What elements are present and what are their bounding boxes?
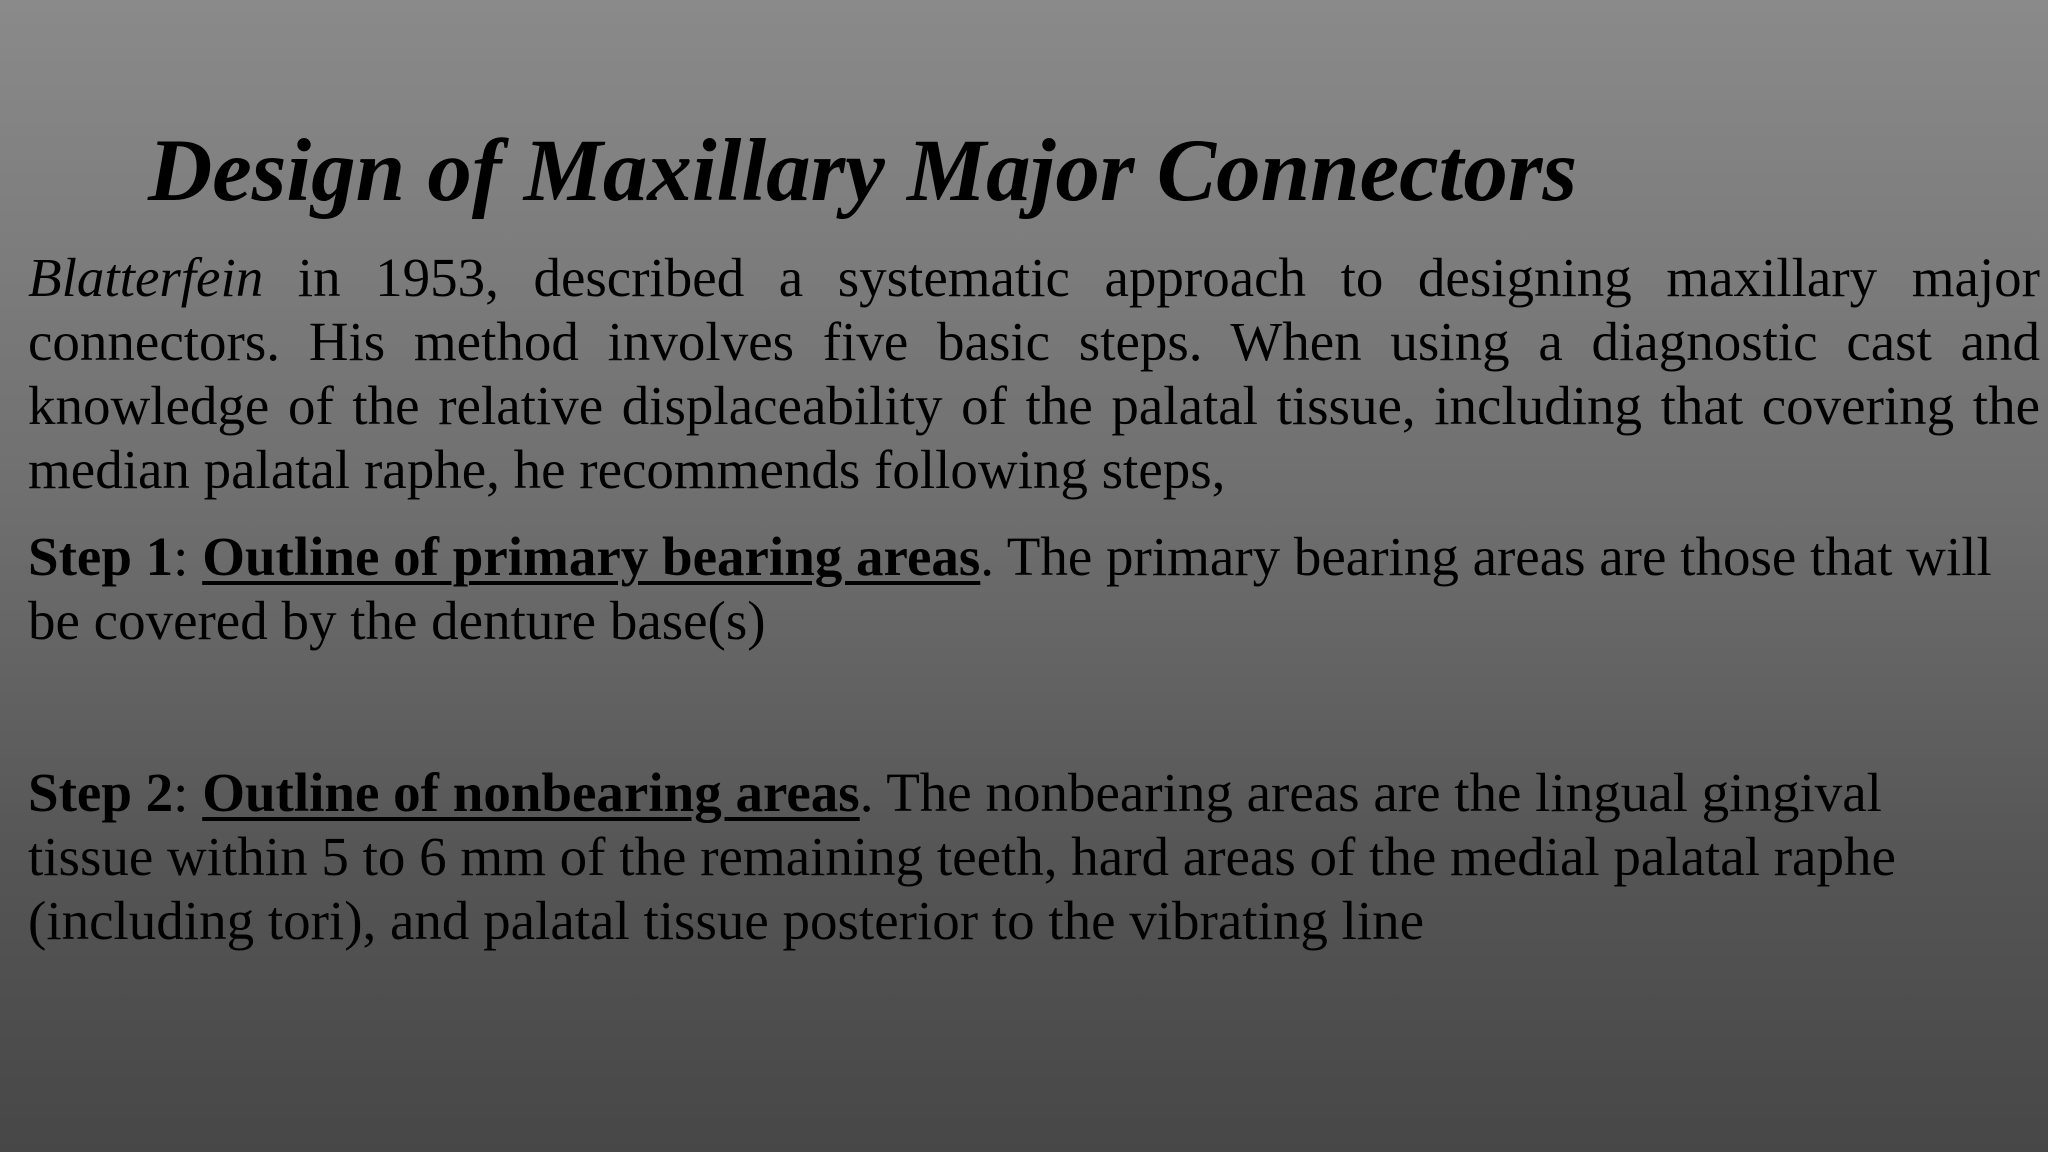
intro-paragraph: [28, 246, 2040, 502]
step-2-separator: :: [173, 762, 203, 823]
slide-title: Design of Maxillary Major Connectors: [148, 122, 1578, 220]
step-2-paragraph: [28, 761, 2018, 953]
step-2-label: Step 2: [28, 762, 174, 823]
step-1-separator: :: [173, 526, 203, 587]
step-2-text: . The nonbearing areas are the lingual gingival tissue within 5 to 6 mm of the remaining teeth, hard areas of the medial palatal raphe (including tori), and palatal tissue posterior to the vibrating line: [28, 762, 1896, 951]
step-1-heading: Outline of primary bearing areas: [202, 526, 981, 587]
step-2-heading: Outline of nonbearing areas: [202, 762, 860, 823]
author-name: Blatterfein: [28, 247, 264, 308]
step-1-paragraph: [28, 525, 2018, 653]
intro-text: in 1953, described a systematic approach to designing maxillary major connectors. His method involves five basic steps. When using a diagnostic cast and knowledge of the relative displaceability of the palatal tissue, including that covering the median palatal raphe, he recommends following steps,: [28, 247, 2040, 500]
step-1-text: . The primary bearing areas are those that will be covered by the denture base(s): [28, 526, 1992, 651]
step-1-label: Step 1: [28, 526, 174, 587]
